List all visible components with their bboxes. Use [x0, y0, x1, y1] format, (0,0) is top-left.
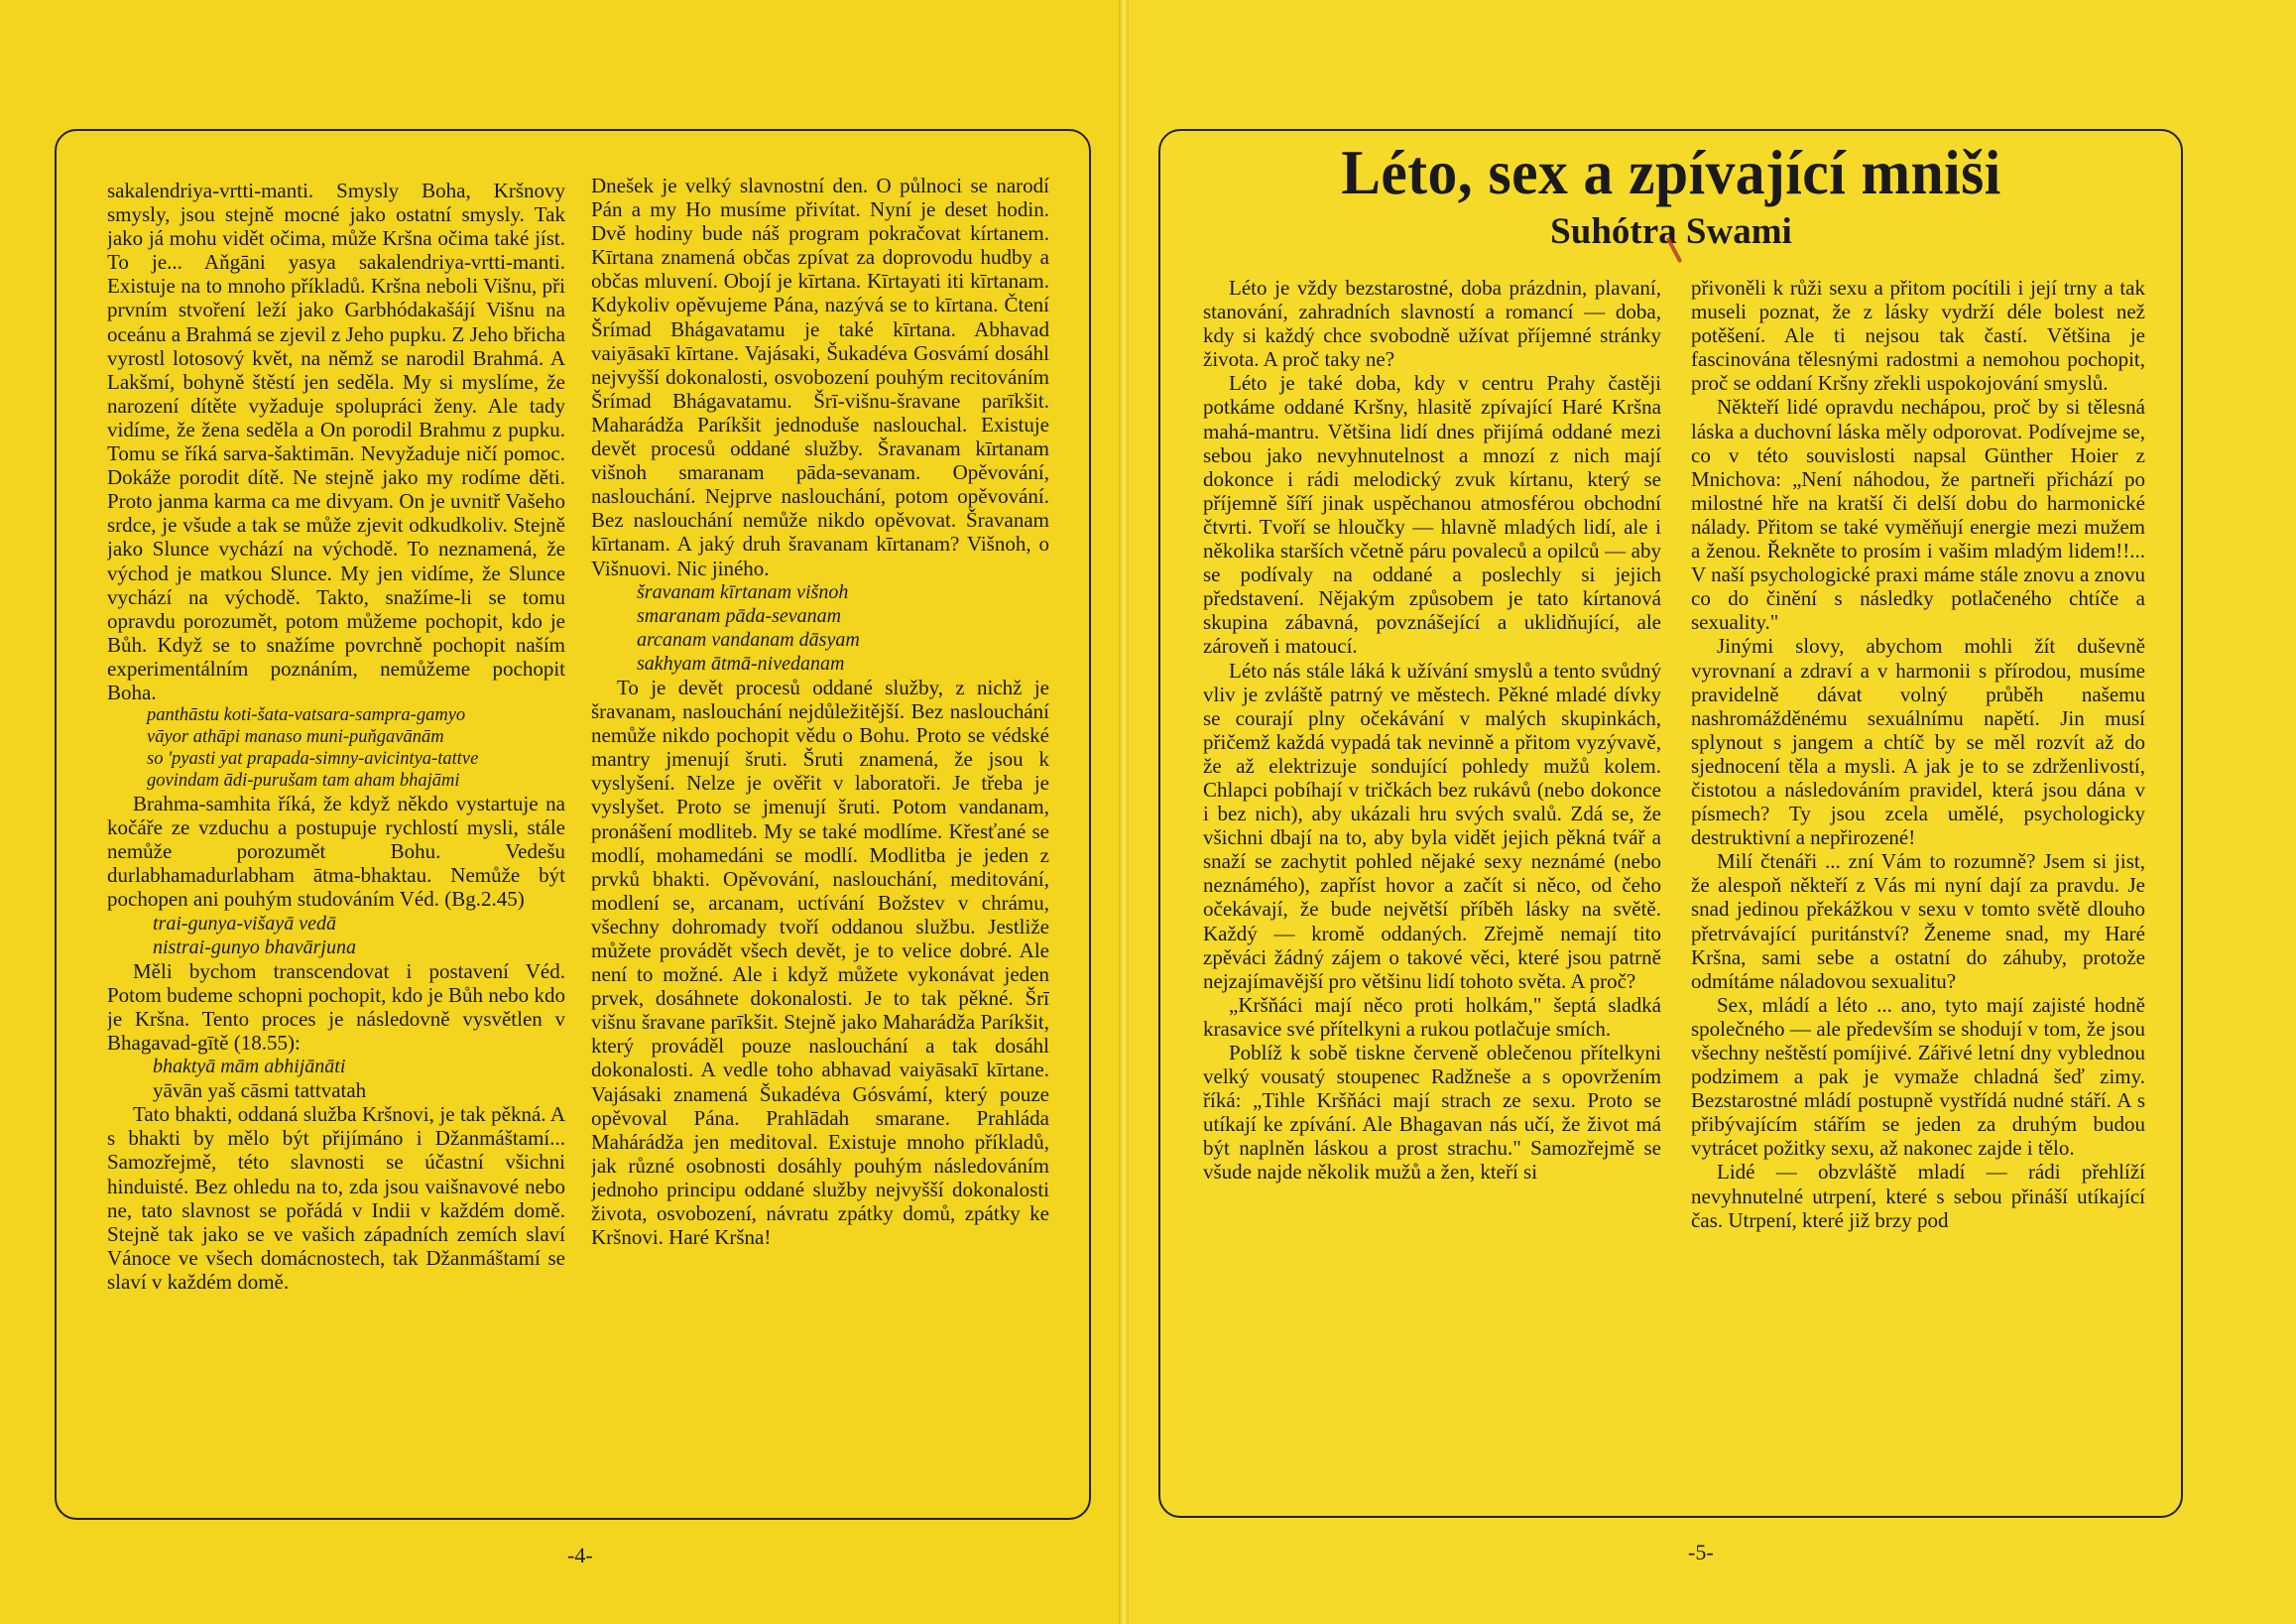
paragraph: Jinými slovy, abychom mohli žít duševně vyrovnaní a zdraví a v harmonii s přírodou, musíme pravidelně dávat volný průběh našemu nashromážděnému sexuálnímu napětí. Jin musí splynout s jangem a chtíč by se měl rozvít až do sjednocení těla a mysli. A jak je to se zdrženlivostí, čistotou a následováním pravidel, která jsou dána v písmech? Ty jsou zcela umělé, psychologicky destruktivní a nepřirozené!: [1691, 634, 2145, 850]
verse-line: panthāstu koti-šata-vatsara-sampra-gamyo: [147, 705, 466, 726]
verse-line: šravanam kīrtanam višnoh: [637, 580, 849, 603]
paragraph: sakalendriya-vrtti-manti. Smysly Boha, Kršnovy smysly, jsou stejně mocné jako ostatní smysly. Tak jako já mohu vidět očima, může Kršna očima také jíst. To je... Aňgāni yasya sakalendriya-vrtti-manti. Existuje na to mnoho příkladů. Kršna neboli Višnu, při prvním stvoření leží jako Garbhódakašájí Višnu na oceánu a Brahmá se zjevil z Jeho pupku. Z Jeho břicha vyrostl lotosový květ, na němž se narodil Brahmá. A Lakšmí, bohyně štěstí jen seděla. My si myslíme, že narození dítěte vyžaduje spolupráci ženy. Ale tady vidíme, že žena seděla a On porodil Brahmu z pupku. Tomu se říká sarva-šaktimān. Nevyžaduje ničí pomoc. Dokáže porodit dítě. Ne stejně jako my rodíme děti. Proto janma karma ca me divyam. On je uvnitř Vašeho srdce, je všude a tak se může zjevit odkudkoliv. Stejně jako Slunce vychází na východě. To neznamená, že východ je matkou Slunce. My jen vidíme, že Slunce vychází na východě. Takto, snažíme-li se tomu opravdu porozumět, potom můžeme pochopit, kdo je Bůh. Když se to snažíme povrchně pochopit naším experimentálním poznáním, nemůžeme pochopit Boha.: [107, 179, 565, 704]
page-fold: [1119, 0, 1129, 1624]
verse-line: yāvān yaš cāsmi tattvatah: [153, 1078, 367, 1103]
paragraph: To je devět procesů oddané služby, z nichž je šravanam, naslouchání nejdůležitější. Bez naslouchání nemůže nikdo pochopit vědu o Bohu. Proto se védské mantry jmenují šruti. Šruti znamená, že jsou k vyslyšení. Nelze je ověřit v laboratoři. Je třeba je vyslyšet. Proto se jmenují šruti. Potom vandanam, pronášení modliteb. My se také modlíme. Křesťané se modlí, mohamedáni se modlí. Modlitba je jeden z prvků bhakti. Opěvování, naslouchání, meditování, modlení se, arcanam, uctívání Božstev v chrámu, všechny dohromady tvoří oddanou službu. Jestliže můžete provádět všech devět, je to velice dobré. Ale není to možné. Ale i když můžete vykonávat jeden prvek, dosáhnete dokonalosti. Je to tak pěkné. Šrī višnu šravane parīkšit. Stejně jako Maharádža Paríkšit, který prováděl pouze naslouchání a tak dosáhl dokonalosti. A vedle toho abhavad vaiyāsakī kīrtane. Vajásaki znamená Šukadéva Gósvámí, který pouze opěvoval Pána. Prahlādah smarane. Prahláda Mahárádža jen meditoval. Existuje mnoho příkladů, jak různé osobnosti dosáhly pouhým následováním jednoho principu oddané služby nejvyšší dokonalosti života, osvobození, návratu zpátky domů, zpátky ke Kršnovi. Haré Kršna!: [591, 675, 1049, 1250]
right-column-1: [1203, 276, 1661, 1496]
paragraph: „Kršňáci mají něco proti holkám," šeptá sladká krasavice své přítelkyni a rukou potlačuje smích.: [1203, 992, 1661, 1041]
paragraph: Léto nás stále láká k užívání smyslů a tento svůdný vliv je zvláště patrný ve městech. Pěkné mladé dívky se courají plny očekávání v malých skupinkách, přičemž každá vypadá tak nevinně a přitom vyzývavě, že až elektrizuje sondující pohledy mužů kolem. Chlapci pobíhají v tričkách bez rukávů (nebo dokonce i bez nich), aby ukázali hru svých svalů. Zdá se, že všichni dbají na to, aby byla vidět jejich pěkná tvář a snaží se zachytit pohled nějaké sexy neznámé (nebo neznámého), zapříst hovor a začít si něco, od čeho očekávají, že bude největší příběh lásky na světě. Každý — kromě oddaných. Zřejmě nemají tito zpěváci žádný zájem o takové věci, které jsou patrně nejzajímavější pro většinu lidí tohoto světa. A proč?: [1203, 658, 1661, 993]
paragraph: Brahma-samhita říká, že když někdo vystartuje na kočáře ze vzduchu a postupuje rychlostí mysli, stále nemůže porozumět Bohu. Vedešu durlabhamadurlabham ātma-bhaktau. Nemůže být pochopen ani pouhým studováním Véd. (Bg.2.45): [107, 792, 565, 912]
verse-line: so 'pyasti yat prapada-simny-avicintya-tattve: [147, 749, 479, 770]
verse-line: bhaktyā mām abhijānāti: [153, 1056, 346, 1078]
article-author: Suhótra Swami: [1550, 211, 1792, 252]
verse-line: vāyor athāpi manaso muni-puňgavānām: [147, 727, 444, 748]
left-column-1: [107, 179, 565, 1488]
left-column-2: [591, 174, 1049, 1493]
paragraph: Měli bychom transcendovat i postavení Véd. Potom budeme schopni pochopit, kdo je Bůh nebo kdo je Kršna. Tento proces je následovně vysvětlen v Bhagavad-gītě (18.55):: [107, 958, 565, 1055]
page-number-left: -4-: [567, 1543, 593, 1567]
article-title: Léto, sex a zpívající mniši: [1341, 137, 2001, 207]
verse-line: sakhyam ātmā-nivedanam: [637, 652, 845, 675]
paragraph: Tato bhakti, oddaná služba Kršnovi, je tak pěkná. A s bhakti by mělo být přijímáno i Džanmáštamí... Samozřejmě, této slavnosti se účastní všichni hinduisté. Bez ohledu na to, zda jsou vaišnavové nebo ne, tato slavnost se pořádá v Indii v každém domě. Stejně tak jako se ve vašich západních zemích slaví Vánoce ve všech domácnostech, tak Džanmáštamí se slaví v každém domě.: [107, 1102, 565, 1294]
verse-line: govindam ādi-purušam tam aham bhajāmi: [147, 771, 460, 792]
verse-line: nistrai-gunyo bhavārjuna: [153, 936, 356, 958]
verse-line: trai-gunya-višayā vedā: [153, 912, 336, 935]
right-column-2: [1691, 276, 2145, 1496]
paragraph: Někteří lidé opravdu nechápou, proč by si tělesná láska a duchovní láska měly odporovat. Podívejme se, co v této souvislosti napsal Günther Hoier z Mnichova: „Není náhodou, že partneři přichází po milostné hře na kratší či delší dobu do harmonické nálady. Přitom se také vyměňují energie mezi mužem a ženou. Řekněte to prosím i vašim mladým lidem!!... V naší psychologické praxi máme stále znovu a znovu co do činění s následky potlačeného chtíče a sexuality.": [1691, 395, 2145, 635]
verse-line: smaranam pāda-sevanam: [637, 604, 842, 627]
paragraph: Lidé — obzvláště mladí — rádi přehlíží nevyhnutelné utrpení, které s sebou přináší utíkající čas. Utrpení, které již brzy pod: [1691, 1160, 2145, 1232]
paragraph: Dnešek je velký slavnostní den. O půlnoci se narodí Pán a my Ho musíme přivítat. Nyní je deset hodin. Dvě hodiny bude náš program pokračovat kírtanem. Kīrtana znamená občas zpívat za doprovodu hudby a občas mluvení. Obojí je kīrtana. Kīrtayati iti kīrtanam. Kdykoliv opěvujeme Pána, nazývá se to kīrtana. Čtení Šrímad Bhágavatamu je také kīrtana. Abhavad vaiyāsakī kīrtane. Vajásaki, Šukadéva Gosvámí dosáhl nejvyšší dokonalosti, osvobození pouhým recitováním Šrímad Bhágavatamu. Šrī-višnu-šravane parīkšit. Maharádža Paríkšit jednoduše naslouchal. Existuje devět procesů oddané služby. Šravanam kīrtanam višnoh smaranam pāda-sevanam. Opěvování, naslouchání. Nejprve naslouchání, potom opěvování. Bez naslouchání nemůže nikdo opěvovat. Šravanam kīrtanam. A jaký druh šravanam kīrtanam? Višnoh, o Višnuovi. Nic jiného.: [591, 174, 1049, 580]
paragraph: Léto je vždy bezstarostné, doba prázdnin, plavaní, stanování, zahradních slavností a romancí — doba, kdy si každý chce svobodně užívat příjemné stránky života. A proč taky ne?: [1203, 276, 1661, 372]
paragraph: přivoněli k růži sexu a přitom pocítili i její trny a tak museli poznat, že z lásky vydrží déle bolest než potěšení. Ale ti nejsou tak častí. Většina je fascinována tělesnými radostmi a nemohou pochopit, proč se oddaní Kršny zřekli uspokojování smyslů.: [1691, 276, 2145, 396]
paragraph: Poblíž k sobě tiskne červeně oblečenou přítelkyni velký vousatý stoupenec Radžneše a s opovržením říká: „Tihle Kršňáci mají strach ze sexu. Proto se utíkají ke zpívání. Ale Bhagavan nás učí, že život má být naplněn láskou a prost strachu." Samozřejmě se všude najde několik mužů a žen, kteří si: [1203, 1041, 1661, 1185]
paragraph: Milí čtenáři ... zní Vám to rozumně? Jsem si jist, že alespoň někteří z Vás mi nyní dají za pravdu. Je snad jedinou překážkou v sexu v tomto světě dlouho přetrvávající puritánství? Ženeme snad, my Haré Kršna, sami sebe a ostatní do záhuby, protože odmítáme náladovou sexualitu?: [1691, 849, 2145, 993]
paragraph: Léto je také doba, kdy v centru Prahy častěji potkáme oddané Kršny, hlasitě zpívající Haré Kršna mahá-mantru. Většina lidí dnes přijímá oddané mezi sebou jako nevyhnutelnost a mnozí z nich mají dokonce i rádi melodický zvuk kírtanu, který se příjemně šíří jinak uspěchanou atmosférou obchodní čtvrti. Tvoří se hloučky — hlavně mladých lidí, ale i několika starších včetně páru povaleců a opilců — aby se podívaly na oddané a poslechly si jejich představení. Nějakým způsobem je tato kírtanová skupina zábavná, povznášející a uklidňující, ale zároveň i matoucí.: [1203, 371, 1661, 659]
verse-line: arcanam vandanam dāsyam: [637, 628, 860, 651]
paragraph: Sex, mládí a léto ... ano, tyto mají zajisté hodně společného — ale především se shodují v tom, že jsou všechny neštěstí pomíjivé. Zářivé letní dny vyblednou podzimem a pak je vymaže chladná šeď zimy. Bezstarostné mládí postupně vystřídá nudné stáří. A s přibývajícím stářím se jeden za druhým budou vytrácet požitky sexu, až nakonec zajde i tělo.: [1691, 992, 2145, 1161]
page-number-right: -5-: [1688, 1540, 1714, 1564]
